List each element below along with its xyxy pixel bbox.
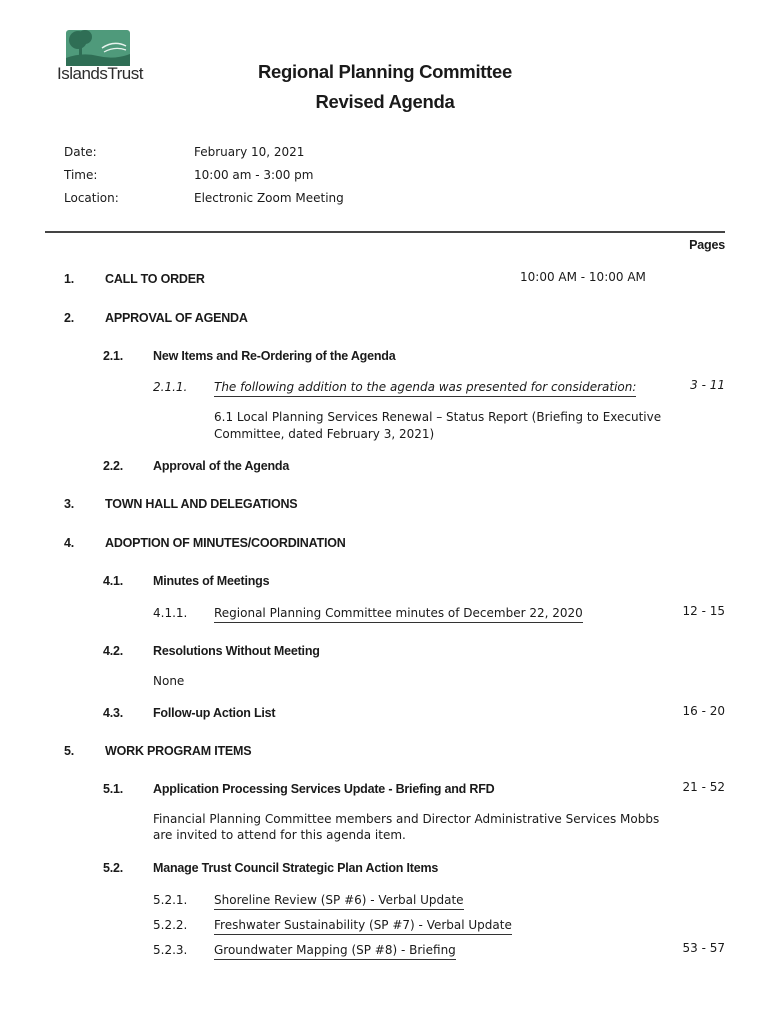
item-5-1-pages: 21 - 52 [682, 780, 725, 794]
item-5-1-number: 5.1. [103, 782, 124, 796]
time-label: Time: [64, 168, 98, 182]
date-value: February 10, 2021 [194, 145, 305, 159]
item-1-time: 10:00 AM - 10:00 AM [520, 270, 646, 284]
item-2-1-1-number: 2.1.1. [153, 380, 188, 394]
item-4-1-1-number: 4.1.1. [153, 606, 188, 620]
item-1-number: 1. [64, 272, 75, 286]
item-5-2-1-link[interactable]: Shoreline Review (SP #6) - Verbal Update [214, 893, 464, 910]
location-value: Electronic Zoom Meeting [194, 191, 344, 205]
item-2-1-title: New Items and Re-Ordering of the Agenda [153, 349, 396, 363]
item-5-2-title: Manage Trust Council Strategic Plan Action Items [153, 861, 439, 875]
item-4-2-note: None [153, 674, 185, 688]
item-2-1-1-note-line2: Committee, dated February 3, 2021) [214, 427, 435, 441]
item-3-number: 3. [64, 497, 75, 511]
item-2-2-title: Approval of the Agenda [153, 459, 290, 473]
item-5-2-1-number: 5.2.1. [153, 893, 188, 907]
item-4-1-1-pages: 12 - 15 [682, 604, 725, 618]
item-5-number: 5. [64, 744, 75, 758]
item-2-1-number: 2.1. [103, 349, 124, 363]
item-4-3-title: Follow-up Action List [153, 706, 276, 720]
item-3-title: TOWN HALL AND DELEGATIONS [105, 497, 298, 511]
item-2-1-1-pages: 3 - 11 [690, 378, 725, 392]
logo-text: IslandsTrust [57, 64, 143, 83]
document-subtitle: Revised Agenda [315, 91, 455, 112]
item-4-1-title: Minutes of Meetings [153, 574, 270, 588]
item-2-title: APPROVAL OF AGENDA [105, 311, 248, 325]
item-5-2-3-number: 5.2.3. [153, 943, 188, 957]
item-2-number: 2. [64, 311, 75, 325]
item-4-2-title: Resolutions Without Meeting [153, 644, 320, 658]
item-5-2-2-number: 5.2.2. [153, 918, 188, 932]
item-4-1-number: 4.1. [103, 574, 124, 588]
pages-column-header: Pages [689, 238, 725, 252]
item-2-2-number: 2.2. [103, 459, 124, 473]
item-5-2-number: 5.2. [103, 861, 124, 875]
item-4-1-1-link[interactable]: Regional Planning Committee minutes of December 22, 2020 [214, 606, 583, 623]
header-divider [45, 231, 725, 233]
item-4-3-number: 4.3. [103, 706, 124, 720]
item-5-2-2-link[interactable]: Freshwater Sustainability (SP #7) - Verbal Update [214, 918, 512, 935]
item-5-2-3-pages: 53 - 57 [682, 941, 725, 955]
date-label: Date: [64, 145, 97, 159]
item-1-title: CALL TO ORDER [105, 272, 205, 286]
item-4-3-pages: 16 - 20 [682, 704, 725, 718]
item-4-number: 4. [64, 536, 75, 550]
location-label: Location: [64, 191, 119, 205]
item-4-2-number: 4.2. [103, 644, 124, 658]
item-5-1-note-line2: are invited to attend for this agenda item. [153, 828, 406, 842]
item-4-title: ADOPTION OF MINUTES/COORDINATION [105, 536, 346, 550]
item-5-title: WORK PROGRAM ITEMS [105, 744, 252, 758]
item-5-2-3-link[interactable]: Groundwater Mapping (SP #8) - Briefing [214, 943, 456, 960]
item-2-1-1-note-line1: 6.1 Local Planning Services Renewal – Status Report (Briefing to Executive [214, 410, 662, 424]
time-value: 10:00 am - 3:00 pm [194, 168, 314, 182]
document-title: Regional Planning Committee [257, 61, 512, 82]
item-5-1-note-line1: Financial Planning Committee members and Director Administrative Services Mobbs [153, 812, 660, 826]
item-2-1-1-link[interactable]: The following addition to the agenda was presented for consideration: [214, 380, 636, 397]
item-5-1-title: Application Processing Services Update - Briefing and RFD [153, 782, 495, 796]
